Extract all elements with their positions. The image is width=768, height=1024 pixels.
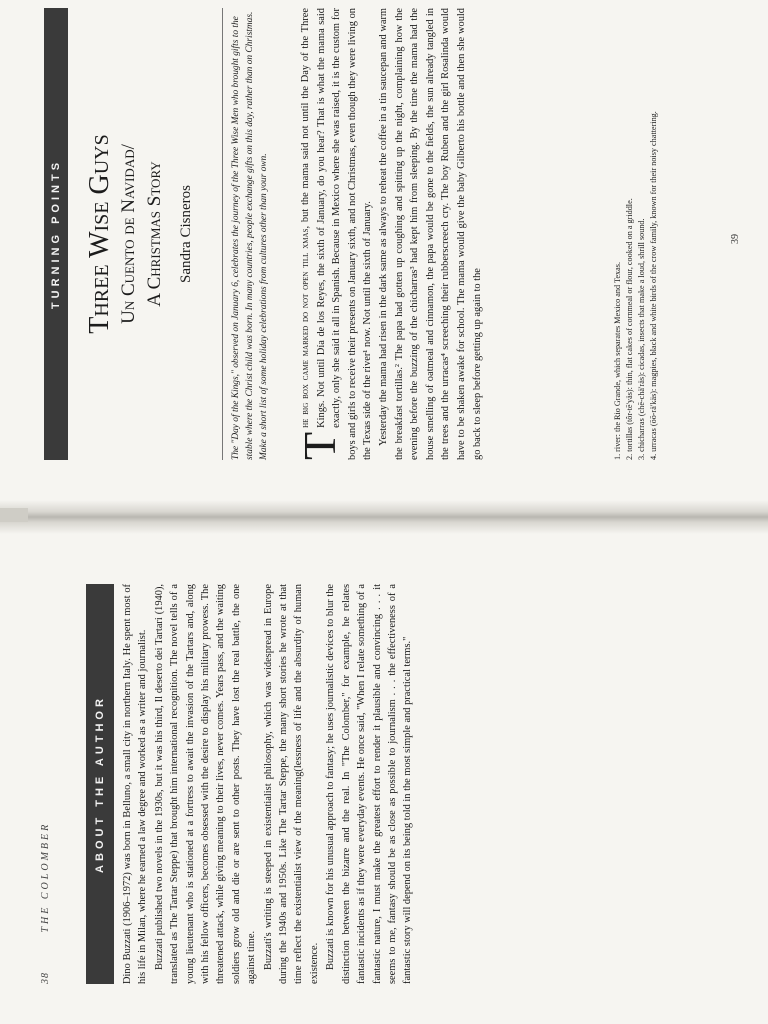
paragraph-1-text: but the mama said not until the Day of the Three Kings. Not until Día de los Reyes, the sixth of January, do you hear? That is what the mama said exactly, only she said it all in Spanish. Because in Mexico where she was raised, it is the custom for boys and girls to receive their presents on January sixth, and not Christmas, even though they were living on the Texas side of the river¹ now. Not until the sixth of January. <box>300 8 374 460</box>
opening-small-caps: he big box came marked do not open till xmas, <box>300 225 311 428</box>
book-spine <box>0 500 768 534</box>
footnote: 4. urracas (ōō-rä'käs): magpies, black and white birds of the crow family, known for their noisy chattering. <box>649 111 658 460</box>
bio-paragraph: Dino Buzzati (1906–1972) was born in Belluno, a small city in northern Italy. He spent most of his life in Milan, where he earned a law degree and worked as a writer and journalist. <box>122 584 149 984</box>
footnote: 3. chicharras (chē-chä'räs): cicadas, insects that make a loud, shrill sound. <box>637 218 646 460</box>
footnotes <box>612 8 660 460</box>
page-number: 38 <box>40 972 51 984</box>
bio-paragraph: Buzzati's writing is steeped in existentialist philosophy, which was widespread in Europe during the 1940s and 1950s. Like The Tartar Steppe, the many short stories he wrote at that time reflect the existentialist view of the meaning(lessness of life and the absurdity of human existence. <box>262 584 320 984</box>
section-label-turning-points: TURNING POINTS <box>44 8 68 460</box>
story-title: Three Wise Guys <box>84 134 115 334</box>
page-39-content <box>0 0 768 500</box>
bio-paragraph: Buzzati is known for his unusual approach to fantasy; he uses journalistic devices to blur the distinction between the bizarre and the real. In "The Colomber," for example, he relates fantastic incidents as if they were everyday events. He once said, "When I relate something of a fantastic nature, I must make the greatest effort to render it plausible and convincing . . . it seems to me, fantasy should be as close as possible to journalism . . . the effectiveness of a fantastic story will depend on its being told in the most simple and practical terms." <box>325 584 414 984</box>
story-body <box>294 8 485 460</box>
drop-cap: T <box>294 431 345 460</box>
story-author: Sandra Cisneros <box>178 185 194 283</box>
page-38 <box>0 535 768 1024</box>
page-number: 39 <box>730 234 741 244</box>
page-39 <box>0 0 768 500</box>
story-paragraph: Yesterday the mama had risen in the dark same as always to reheat the coffee in a tin saucepan and warm the breakfast tortillas.² The papa had gotten up coughing and spitting up the night, complaining how the evening before the buzzing of the chicharras³ had kept him from sleeping. By the time the mama had the house smelling of oatmeal and cinnamon, the papa would be gone to the fields, the sun already tangled in the trees and the urracas⁴ screeching their rubberscreech cry. The boy Ruben and the girl Rosalinda would have to be shaken awake for school. The mama would give the baby Gilberto his bottle and then she would go back to sleep before getting up again to the <box>377 8 483 460</box>
author-bio <box>120 584 417 984</box>
section-label-about-author: ABOUT THE AUTHOR <box>86 584 114 984</box>
footnote: 1. river: the Rio Grande, which separates Mexico and Texas. <box>613 262 622 460</box>
story-intro: The "Day of the Kings," observed on January 6, celebrates the journey of the Three Wise Men who brought gifts to the stable where the Christ child was born. In many countries, people exchange gifts on this day, rather than on Christmas. Make a short list of some holiday celebrations from cultures other than your own. <box>222 8 272 460</box>
bio-paragraph: Buzzati published two novels in the 1930s, but it was his third, Il deserto dei Tartari (1940), translated as The Tartar Steppe) that brought him international recognition. The novel tells of a young lieutenant who is stationed at a fortress to await the invasion of the Tartars and, along with his fellow officers, becomes obsessed with the desire to display his military prowess. The threatened attack, while giving meaning to their lives, never comes. Years pass, and the waiting soldiers grow old and die or are sent to other posts. They have lost the real battle, the one against time. <box>153 584 258 984</box>
running-head-title: THE COLOMBER <box>40 821 51 933</box>
story-paragraph <box>294 8 376 460</box>
story-subtitle-1: Un Cuento de Navidad/ <box>118 144 139 324</box>
page-38-content <box>0 535 768 1024</box>
running-head <box>40 822 51 984</box>
story-title-block <box>84 8 196 460</box>
spine-shadow <box>0 508 28 522</box>
footnote: 2. tortillas (tôr-tē'yäs): thin, flat cakes of cornmeal or flour, cooked on a griddle. <box>625 198 634 460</box>
story-subtitle-2: A Christmas Story <box>144 161 165 307</box>
